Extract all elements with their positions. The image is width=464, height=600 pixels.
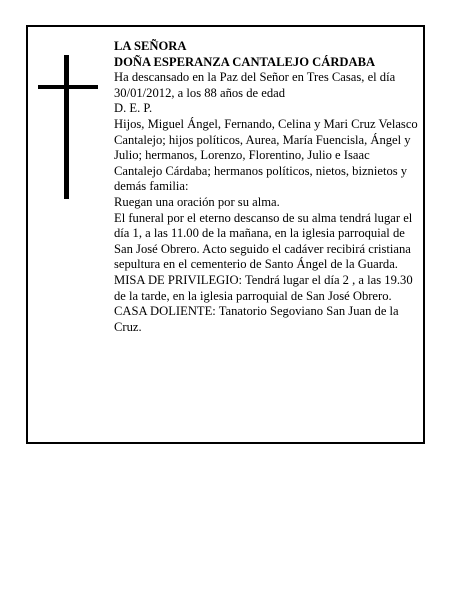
obituary-notice: [26, 25, 425, 444]
dep-text: D. E. P.: [114, 101, 153, 116]
family-list: Hijos, Miguel Ángel, Fernando, Celina y Mari Cruz Velasco Cantalejo; hijos políticos, Aurea, María Fuencisla, Ángel y Julio; hermanos, Lorenzo, Florentino, Julio e Isaac Cantalejo Cárdaba; hermanos políticos, nietos, biznietos y demás familia:: [114, 116, 418, 194]
mass-details: MISA DE PRIVILEGIO: Tendrá lugar el día 2 , a las 19.30 de la tarde, en la iglesia parroquial de San José Obrero.: [114, 272, 413, 303]
mourning-house: CASA DOLIENTE: Tanatorio Segoviano San Juan de la Cruz.: [114, 304, 399, 334]
cross-vertical-bar: [64, 55, 69, 199]
deceased-name: DOÑA ESPERANZA CANTALEJO CÁRDABA: [114, 54, 376, 69]
cross-horizontal-bar: [38, 85, 98, 89]
funeral-details: El funeral por el eterno descanso de su alma tendrá lugar el día 1, a las 11.00 de la mañana, en la iglesia parroquial de San José Obrero. Acto seguido el cadáver recibirá cristiana sepultura en el cementerio de Santo Ángel de la Guarda.: [114, 210, 413, 272]
notice-title: LA SEÑORA: [114, 39, 187, 53]
cross-icon: [38, 55, 98, 199]
death-statement: Ha descansado en la Paz del Señor en Tres Casas, el día 30/01/2012, a los 88 años de edad: [114, 70, 396, 100]
prayer-request: Ruegan una oración por su alma.: [114, 194, 280, 209]
notice-body: [114, 39, 418, 335]
